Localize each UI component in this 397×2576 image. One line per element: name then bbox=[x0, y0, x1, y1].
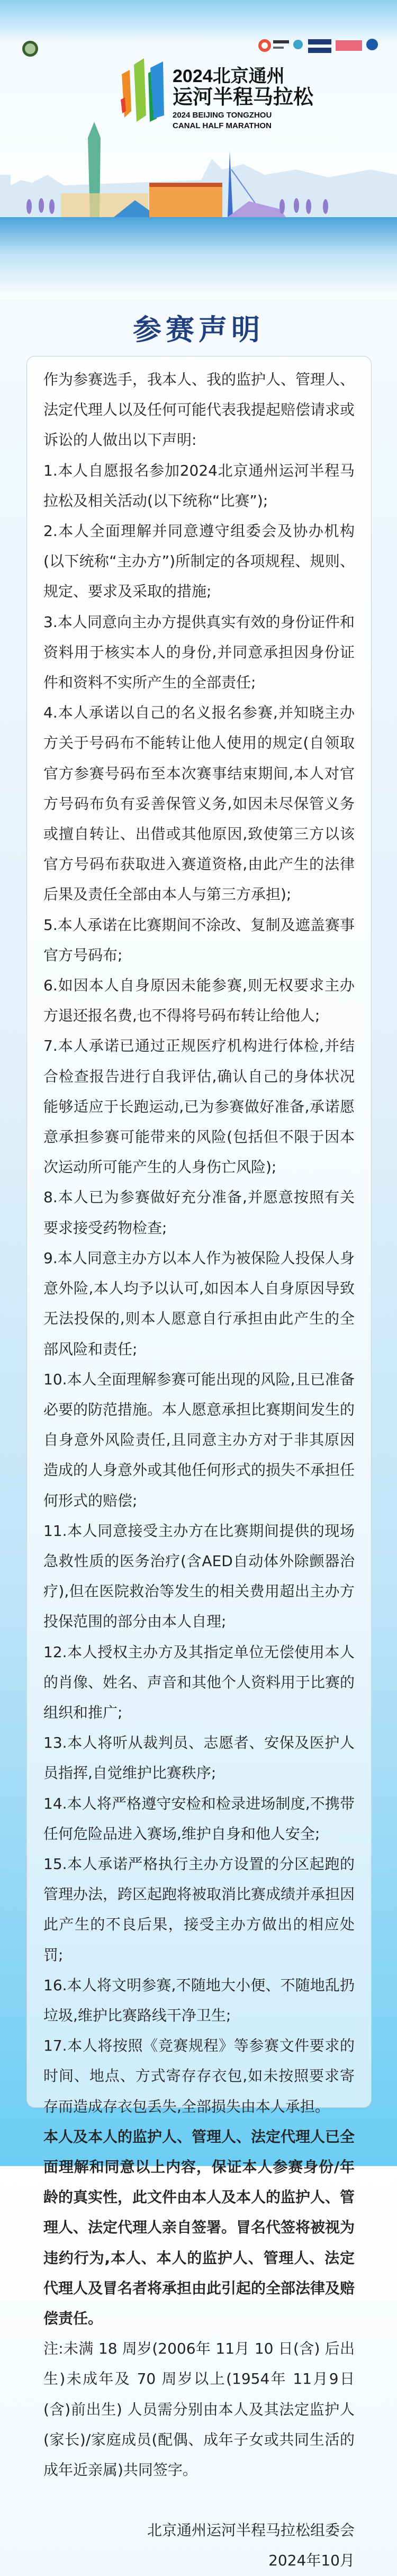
clause-6: 6.如因本人自身原因未能参赛,则无权要求主办方退还报名费,也不得将号码布转让给他人; bbox=[43, 977, 355, 1025]
clause-12: 12.本人授权主办方及其指定单位无偿使用本人的肖像、姓名、声音和其他个人资料用于比赛的组织和推广; bbox=[43, 1643, 355, 1721]
logo-year-city: 2024北京通州 bbox=[173, 66, 285, 86]
clause-9: 9.本人同意主办方以本人作为被保险人投保人身意外险,本人均予以认可,如因本人自身原因导致无法投保的,则本人愿意自行承担由此产生的全部风险和责任; bbox=[43, 1249, 355, 1358]
clause-11: 11.本人同意接受主办方在比赛期间提供的现场急救性质的医务治疗(含AED自动体外除颤器治疗),但在医院救治等发生的相关费用超出主办方投保范围的部分由本人自理; bbox=[43, 1522, 355, 1631]
clause-2: 2.本人全面理解并同意遵守组委会及协办机构(以下统称“主办方”)所制定的各项规程、规则、规定、要求及采取的措施; bbox=[43, 522, 355, 601]
final-statement: 本人及本人的监护人、管理人、法定代理人已全面理解和同意以上内容，保证本人参赛身份/年龄的真实性，此文件由本人及本人的监护人、管理人、法定代理人亲自签署。冒名代签将被视为违约行为,本人、本人的监护人、管理人、法定代理人及冒名者将承担由此引起的全部法律及赔偿责任。 bbox=[43, 2127, 355, 2327]
logo-event-name: 运河半程马拉松 bbox=[173, 86, 314, 109]
signature-block bbox=[43, 2515, 355, 2575]
signature-date: 2024年10月 bbox=[268, 2552, 355, 2570]
organizer-name: 北京通州运河半程马拉松组委会 bbox=[147, 2521, 355, 2539]
declaration-content bbox=[43, 364, 355, 2576]
clause-4: 4.本人承诺以自己的名义报名参赛,并知晓主办方关于号码布不能转让他人使用的规定(自领取官方参赛号码布至本次赛事结束期间,本人对官方号码布负有妥善保管义务,如因未尽保管义务或擅自转让、出借或其他原因,致使第三方以该官方号码布获取进入赛道资格,由此产生的法律后果及责任全部由本人与第三方承担); bbox=[43, 704, 355, 904]
clause-14: 14.本人将严格遵守安检和检录进场制度,不携带任何危险品进入赛场,维护自身和他人安全; bbox=[43, 1794, 355, 1842]
clause-1: 1.本人自愿报名参加2024北京通州运河半程马拉松及相关活动(以下统称“比赛”); bbox=[43, 461, 355, 509]
intro-paragraph: 作为参赛选手，我本人、我的监护人、管理人、法定代理人以及任何可能代表我提起赔偿请求或诉讼的人做出以下声明: bbox=[43, 371, 355, 449]
page-title: 参赛声明 bbox=[133, 313, 264, 346]
organizer-emblem bbox=[22, 41, 38, 57]
clause-16: 16.本人将文明参赛,不随地大小便、不随地乱扔垃圾,维护比赛路线干净卫生; bbox=[43, 1976, 355, 2024]
clause-15: 15.本人承诺严格执行主办方设置的分区起跑的管理办法，跨区起跑将被取消比赛成绩并承担因此产生的不良后果，接受主办方做出的相应处罚; bbox=[43, 1855, 355, 1964]
age-note: 注:未满 18 周岁(2006年 11月 10 日(含) 后出生)未成年及 70 周岁以上(1954年 11月9日(含)前出生) 人员需分别由本人及其法定监护人(家长)/家庭成员(配偶、成年子女或共同生活的成年近亲属)共同签字。 bbox=[43, 2340, 355, 2479]
event-banner bbox=[0, 0, 397, 299]
clause-8: 8.本人已为参赛做好充分准备,并愿意按照有关要求接受药物检查; bbox=[43, 1188, 355, 1237]
logo-english-line-1: 2024 BEIJING TONGZHOU bbox=[173, 111, 272, 120]
clause-13: 13.本人将听从裁判员、志愿者、安保及医护人员指挥,自觉维护比赛秩序; bbox=[43, 1734, 355, 1782]
clause-5: 5.本人承诺在比赛期间不涂改、复制及遮盖赛事官方号码布; bbox=[43, 916, 355, 964]
clause-7: 7.本人承诺已通过正规医疗机构进行体检,并结合检查报告进行自我评估,确认自己的身体状况能够适应于长跑运动,已为参赛做好准备,承诺愿意承担参赛可能带来的风险(包括但不限于因本次运动所可能产生的人身伤亡风险); bbox=[43, 1037, 355, 1176]
clause-17: 17.本人将按照《竞赛规程》等参赛文件要求的时间、地点、方式寄存存衣包,如未按照要求寄存而造成存衣包丢失,全部损失由本人承担。 bbox=[43, 2037, 355, 2115]
clause-10: 10.本人全面理解参赛可能出现的风险,且已准备必要的防范措施。本人愿意承担比赛期间发生的自身意外风险责任,且同意主办方对于非其原因造成的人身意外或其他任何形式的损失不承担任何形式的赔偿; bbox=[43, 1370, 355, 1509]
logo-english-line-2: CANAL HALF MARATHON bbox=[173, 121, 272, 130]
clause-3: 3.本人同意向主办方提供真实有效的身份证件和资料用于核实本人的身份,并同意承担因身份证件和资料不实所产生的全部责任; bbox=[43, 613, 355, 692]
